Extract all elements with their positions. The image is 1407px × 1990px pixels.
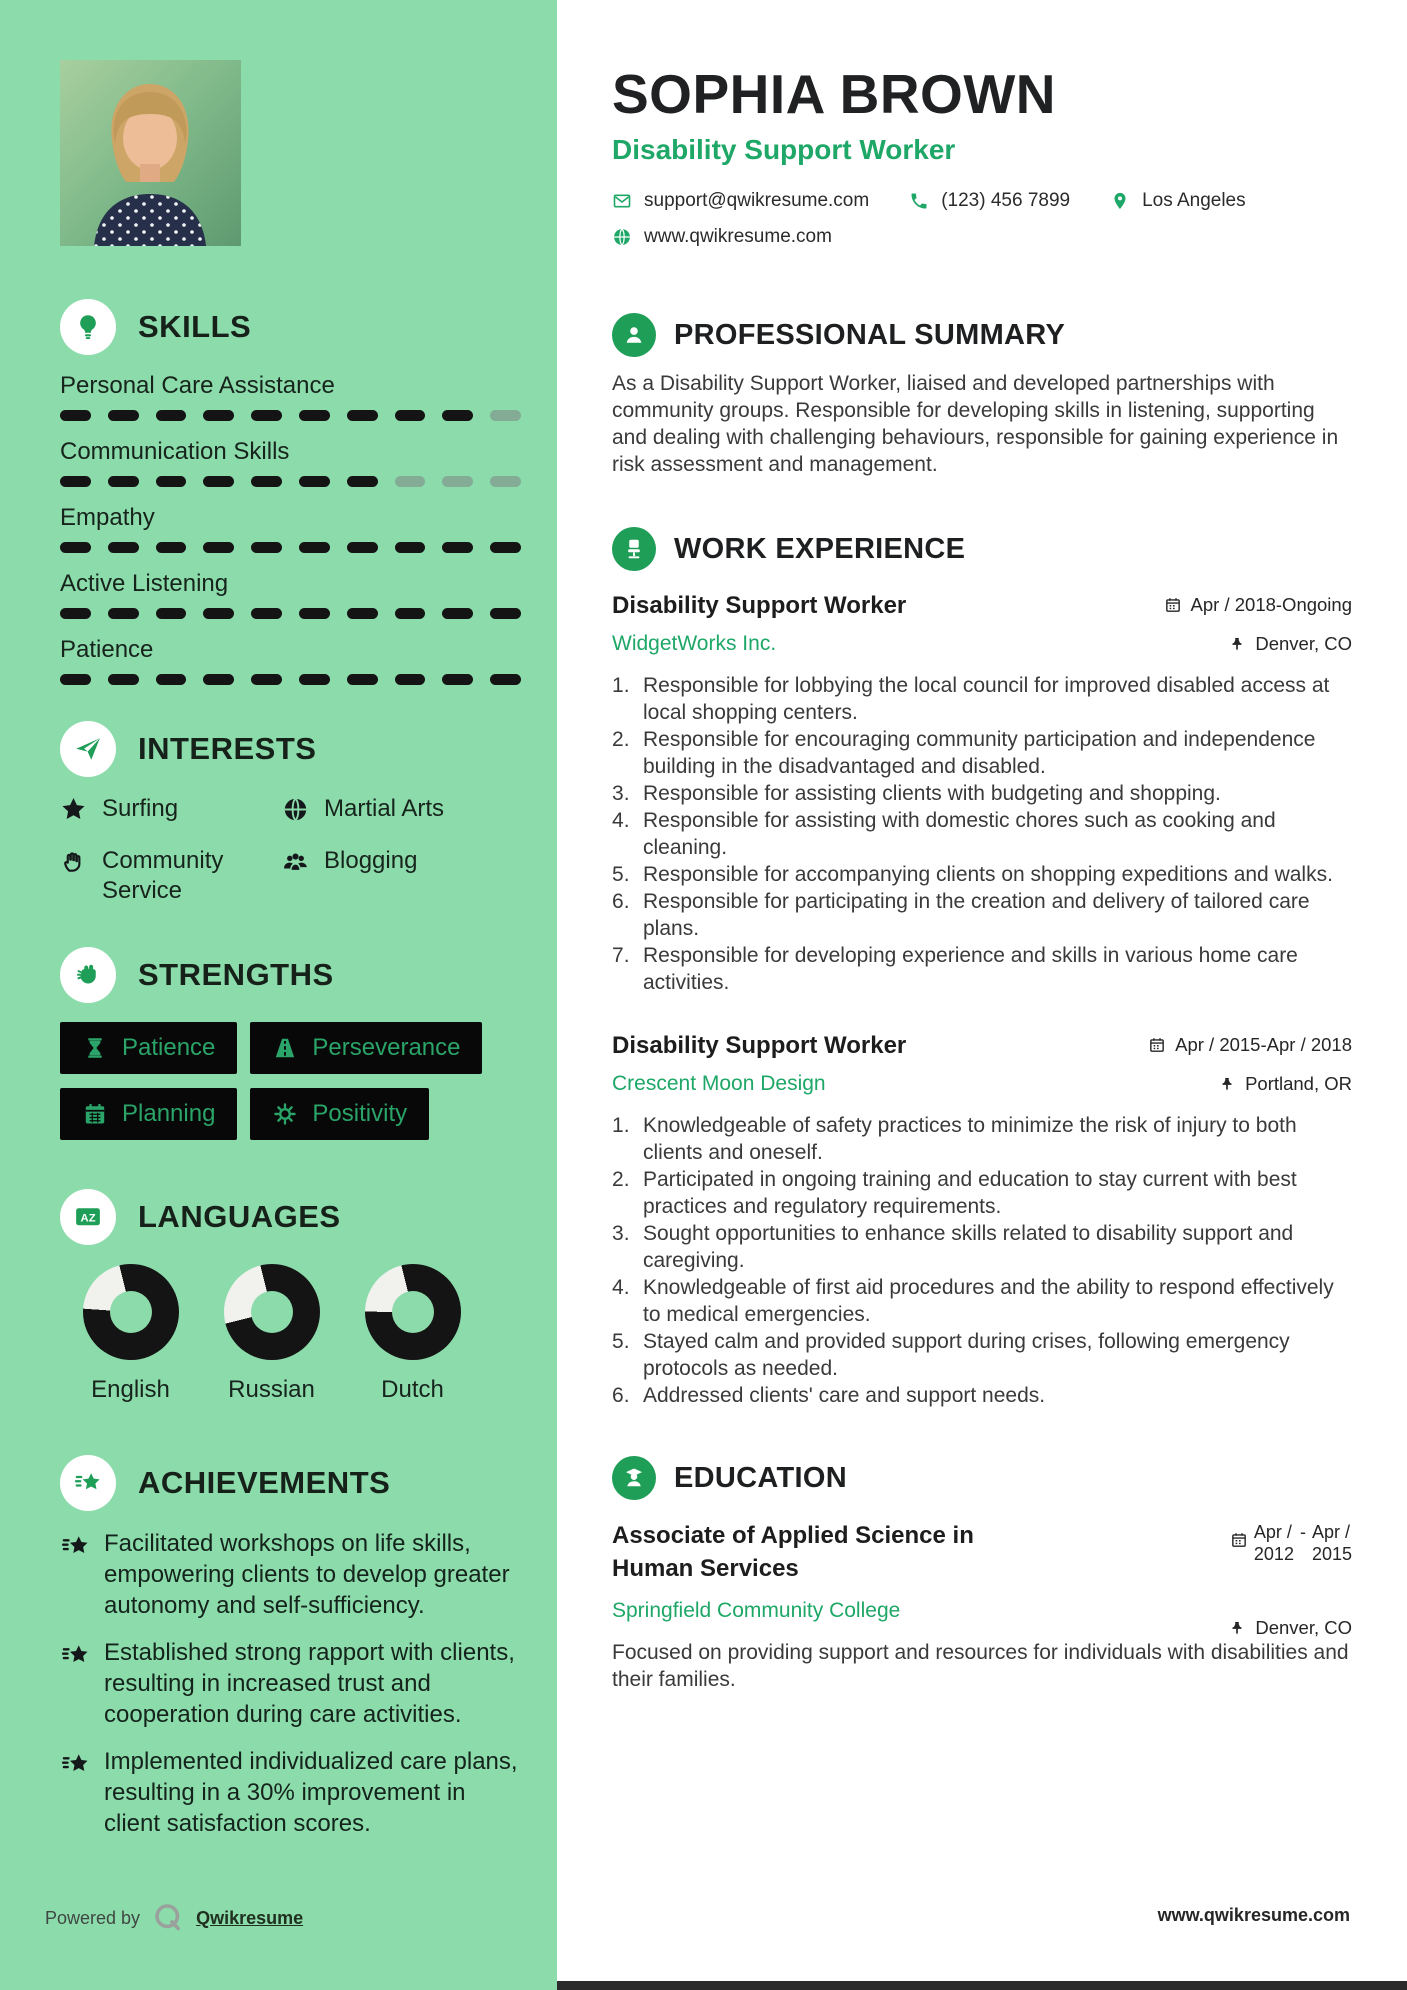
job-bullet: Responsible for developing experience and skills in various home care activities. [643, 944, 1298, 994]
skill-dash-filled [203, 674, 234, 685]
skill-dash-filled [347, 542, 378, 553]
job-bullet: Responsible for participating in the creation and delivery of tailored care plans. [643, 890, 1310, 940]
skill-dash-filled [60, 608, 91, 619]
job-entry [612, 1032, 1352, 1409]
qwikresume-link[interactable]: Qwikresume [196, 1907, 304, 1928]
job-location [1164, 633, 1352, 655]
language-item [201, 1264, 342, 1404]
person-icon [612, 313, 656, 357]
education-section [612, 1455, 1352, 1693]
skill-dash-filled [251, 410, 282, 421]
skill-level-bar [60, 542, 521, 554]
skills-header [60, 298, 521, 356]
education-description: Focused on providing support and resources for individuals with disabilities and their families. [612, 1641, 1349, 1691]
achievements-title: ACHIEVEMENTS [138, 1465, 391, 1500]
skill-dash-filled [108, 542, 139, 553]
skill-dash-filled [203, 476, 234, 487]
skill-dash-filled [251, 542, 282, 553]
strength-label: Perseverance [312, 1034, 461, 1061]
achievements-header [60, 1454, 521, 1512]
website-globe-icon [612, 227, 632, 247]
footer-site-url: www.qwikresume.com [1157, 1905, 1350, 1925]
skill-dash-filled [347, 674, 378, 685]
skill-dash-filled [156, 410, 187, 421]
powered-by-text: Powered by [45, 1907, 141, 1928]
sidebar [0, 0, 557, 1990]
strengths-title: STRENGTHS [138, 957, 334, 992]
achievement-text: Implemented individualized care plans, resulting in a 30% improvement in client satisfaction scores. [104, 1748, 518, 1837]
education-entry [612, 1519, 1352, 1693]
interest-label: Martial Arts [324, 795, 445, 822]
skill-dash-filled [203, 542, 234, 553]
office-chair-icon [612, 527, 656, 571]
summary-title: PROFESSIONAL SUMMARY [674, 318, 1066, 351]
skill-dash-filled [60, 410, 91, 421]
job-bullet: Responsible for assisting clients with budgeting and shopping. [643, 782, 1221, 805]
road-icon [272, 1035, 298, 1061]
date-start [1254, 1521, 1294, 1565]
email-icon [612, 191, 632, 211]
achievements-section [60, 1454, 521, 1839]
email-text[interactable]: support@qwikresume.com [644, 190, 870, 211]
summary-text: As a Disability Support Worker, liaised and developed partnerships with community groups. Responsible for developing skills in listening, supporting and dealing with challenging behaviours, responsible for gaining experience in risk assessment and management. [612, 372, 1339, 476]
job-role: Disability Support Worker [612, 592, 907, 619]
phone-icon [909, 191, 929, 211]
shooting-star-icon [60, 1455, 116, 1511]
interests-title: INTERESTS [138, 731, 317, 766]
skill-level-bar [60, 476, 521, 488]
pushpin-icon [1218, 1076, 1236, 1093]
sun-icon [272, 1101, 298, 1127]
calendar-icon [1164, 596, 1182, 614]
skill-dash-empty [442, 476, 473, 487]
skill-dash-filled [251, 674, 282, 685]
language-item [60, 1264, 201, 1404]
skill-name: Personal Care Assistance [60, 372, 335, 399]
job-bullet: Knowledgeable of safety practices to minimize the risk of injury to both clients and oneself. [643, 1114, 1297, 1164]
skill-dash-filled [251, 608, 282, 619]
language-donut-chart [224, 1264, 320, 1360]
strength-badge [250, 1022, 482, 1074]
strengths-list [60, 1022, 530, 1140]
skill-level-bar [60, 674, 521, 686]
language-item [342, 1264, 483, 1404]
skill-dash-filled [108, 608, 139, 619]
location-pin-icon [1110, 191, 1130, 211]
phone-text: (123) 456 7899 [941, 190, 1071, 211]
skill-name: Active Listening [60, 570, 229, 597]
skill-dash-filled [156, 542, 187, 553]
skill-dash-filled [60, 542, 91, 553]
languages-list [60, 1264, 521, 1404]
star-icon [60, 796, 87, 823]
skill-dash-filled [490, 674, 521, 685]
skill-name: Empathy [60, 504, 155, 531]
globe-icon [282, 796, 309, 823]
date-separator: - [1299, 1522, 1306, 1542]
skill-dash-empty [490, 410, 521, 421]
contact-row [612, 226, 1352, 248]
skill-dash-filled [156, 608, 187, 619]
skill-dash-filled [156, 476, 187, 487]
summary-header [612, 312, 1352, 358]
job-bullet: Sought opportunities to enhance skills related to disability support and caregiving. [643, 1222, 1294, 1272]
job-bullet: Stayed calm and provided support during crises, following emergency protocols as needed. [643, 1330, 1290, 1380]
skill-row [60, 504, 521, 554]
skill-level-bar [60, 410, 521, 422]
hourglass-icon [82, 1035, 108, 1061]
experience-title: WORK EXPERIENCE [674, 532, 966, 565]
job-dates-text: Apr / 2015-Apr / 2018 [1175, 1034, 1352, 1055]
job-dates [1148, 1034, 1352, 1056]
paper-plane-icon [60, 721, 116, 777]
achievement-item [60, 1528, 521, 1621]
skill-dash-filled [442, 674, 473, 685]
profile-photo [60, 60, 241, 246]
language-donut-chart [365, 1264, 461, 1360]
skill-dash-filled [395, 410, 426, 421]
achievement-item [60, 1746, 521, 1839]
svg-text:Z: Z [88, 1212, 96, 1225]
interest-item [60, 846, 282, 906]
job-bullet-list [612, 672, 1352, 996]
job-bullet: Responsible for accompanying clients on shopping expeditions and walks. [643, 863, 1333, 886]
lightbulb-icon [60, 299, 116, 355]
strength-badge [60, 1088, 237, 1140]
pushpin-icon [1228, 1620, 1246, 1637]
education-title: EDUCATION [674, 1461, 847, 1494]
job-bullet: Responsible for assisting with domestic chores such as cooking and cleaning. [643, 809, 1276, 859]
skill-row [60, 570, 521, 620]
date-end-bottom: 2015 [1311, 1544, 1352, 1564]
achievement-text: Established strong rapport with clients, resulting in increased trust and cooperation during care activities. [104, 1639, 515, 1728]
job-location-text: Denver, CO [1255, 633, 1352, 654]
interest-label: Community Service [102, 847, 224, 904]
skills-section [60, 298, 521, 686]
languages-title: LANGUAGES [138, 1199, 341, 1234]
language-label: Dutch [381, 1376, 444, 1403]
skill-dash-empty [490, 476, 521, 487]
strength-badge [60, 1022, 237, 1074]
shooting-star-icon [60, 1749, 91, 1780]
strengths-section [60, 946, 521, 1140]
interest-item [282, 794, 521, 824]
interests-section [60, 720, 521, 906]
job-entry [612, 592, 1352, 996]
skill-dash-filled [299, 410, 330, 421]
job-role: Disability Support Worker [612, 1032, 907, 1059]
job-bullet: Knowledgeable of first aid procedures and the ability to respond effectively to medical emergencies. [643, 1276, 1334, 1326]
pushpin-icon [1228, 636, 1246, 653]
strengths-header [60, 946, 521, 1004]
hand-icon [60, 848, 87, 875]
interest-item [282, 846, 521, 906]
date-end-top: Apr / [1311, 1522, 1350, 1542]
date-start-bottom: 2012 [1253, 1544, 1294, 1564]
skill-dash-filled [347, 608, 378, 619]
strength-badge [250, 1088, 429, 1140]
translate-icon [60, 1189, 116, 1245]
shooting-star-glyph [73, 1468, 103, 1498]
skill-dash-filled [108, 674, 139, 685]
contact-block [612, 190, 1352, 248]
bottom-bar [557, 1981, 1407, 1990]
skill-dash-filled [347, 476, 378, 487]
skill-row [60, 636, 521, 686]
skill-dash-filled [299, 674, 330, 685]
skill-dash-filled [203, 410, 234, 421]
job-meta [1164, 592, 1352, 655]
calendar-icon [82, 1101, 108, 1127]
skill-dash-filled [299, 608, 330, 619]
skill-dash-filled [251, 476, 282, 487]
calendar-icon [1148, 1036, 1166, 1054]
translate-icon-glyph [73, 1202, 103, 1232]
svg-text:A: A [80, 1212, 89, 1225]
interest-item [60, 794, 282, 824]
skill-dash-filled [156, 674, 187, 685]
job-bullet: Addressed clients' care and support needs. [643, 1384, 1046, 1407]
footer-powered-by [45, 1900, 303, 1936]
skill-dash-filled [442, 410, 473, 421]
achievement-text: Facilitated workshops on life skills, empowering clients to develop greater autonomy and self-sufficiency. [104, 1530, 510, 1619]
calendar-icon [1230, 1531, 1248, 1549]
shooting-star-icon [60, 1531, 91, 1562]
qwikresume-logo [150, 1900, 186, 1936]
job-dates-text: Apr / 2018-Ongoing [1190, 594, 1352, 615]
skill-dash-filled [203, 608, 234, 619]
languages-section [60, 1188, 521, 1404]
job-meta [1148, 1032, 1352, 1095]
website-text[interactable]: www.qwikresume.com [644, 226, 832, 247]
skill-row [60, 372, 521, 422]
job-bullet-list [612, 1112, 1352, 1409]
job-company: WidgetWorks Inc. [612, 632, 777, 655]
interest-label: Blogging [324, 847, 418, 874]
skill-dash-filled [108, 476, 139, 487]
graduate-icon [612, 1456, 656, 1500]
skills-title: SKILLS [138, 309, 252, 344]
experience-header [612, 526, 1352, 572]
fist-icon [60, 947, 116, 1003]
skill-dash-filled [490, 542, 521, 553]
skill-dash-filled [442, 608, 473, 619]
main-column [557, 0, 1407, 1990]
language-label: English [91, 1376, 170, 1403]
strength-label: Patience [122, 1034, 216, 1061]
person-name: SOPHIA BROWN [612, 63, 1056, 125]
skill-dash-filled [299, 476, 330, 487]
languages-header [60, 1188, 521, 1246]
job-bullet: Participated in ongoing training and education to stay current with best practices and regulatory requirements. [643, 1168, 1297, 1218]
profile-photo-image [60, 60, 241, 246]
education-location [1228, 1617, 1352, 1639]
person-job-title: Disability Support Worker [612, 134, 956, 165]
skill-dash-filled [108, 410, 139, 421]
interest-label: Surfing [102, 795, 179, 822]
school-name: Springfield Community College [612, 1599, 901, 1622]
achievements-list [60, 1528, 521, 1839]
skill-dash-filled [60, 674, 91, 685]
job-location [1148, 1073, 1352, 1095]
job-location-text: Portland, OR [1245, 1073, 1352, 1094]
education-location-text: Denver, CO [1255, 1617, 1352, 1638]
skill-name: Communication Skills [60, 438, 290, 465]
professional-summary-section [612, 312, 1352, 478]
job-bullet: Responsible for lobbying the local council for improved disabled access at local shopping centers. [643, 674, 1330, 724]
interests-list [60, 794, 521, 906]
skill-dash-filled [299, 542, 330, 553]
language-label: Russian [228, 1376, 315, 1403]
skill-dash-filled [395, 608, 426, 619]
strength-label: Positivity [312, 1100, 408, 1127]
skill-dash-filled [442, 542, 473, 553]
date-end [1312, 1521, 1352, 1565]
skill-level-bar [60, 608, 521, 620]
skill-dash-filled [490, 608, 521, 619]
shooting-star-icon [60, 1640, 91, 1671]
skill-dash-filled [347, 410, 378, 421]
job-company: Crescent Moon Design [612, 1072, 826, 1095]
skill-dash-filled [395, 674, 426, 685]
skill-dash-filled [60, 476, 91, 487]
skill-dash-empty [395, 476, 426, 487]
skill-name: Patience [60, 636, 154, 663]
work-experience-section [612, 526, 1352, 1409]
achievement-item [60, 1637, 521, 1730]
contact-row [612, 190, 1352, 212]
interests-header [60, 720, 521, 778]
language-donut-chart [83, 1264, 179, 1360]
people-icon [282, 848, 309, 875]
skill-row [60, 438, 521, 488]
strength-label: Planning [122, 1100, 216, 1127]
location-text: Los Angeles [1142, 190, 1246, 211]
education-dates [1230, 1521, 1352, 1565]
education-header [612, 1455, 1352, 1501]
job-bullet: Responsible for encouraging community participation and independence building in the disadvantaged and disabled. [643, 728, 1316, 778]
date-start-top: Apr / [1253, 1522, 1292, 1542]
skill-dash-filled [395, 542, 426, 553]
job-dates [1164, 594, 1352, 616]
degree-name: Associate of Applied Science in Human Services [612, 1522, 974, 1582]
